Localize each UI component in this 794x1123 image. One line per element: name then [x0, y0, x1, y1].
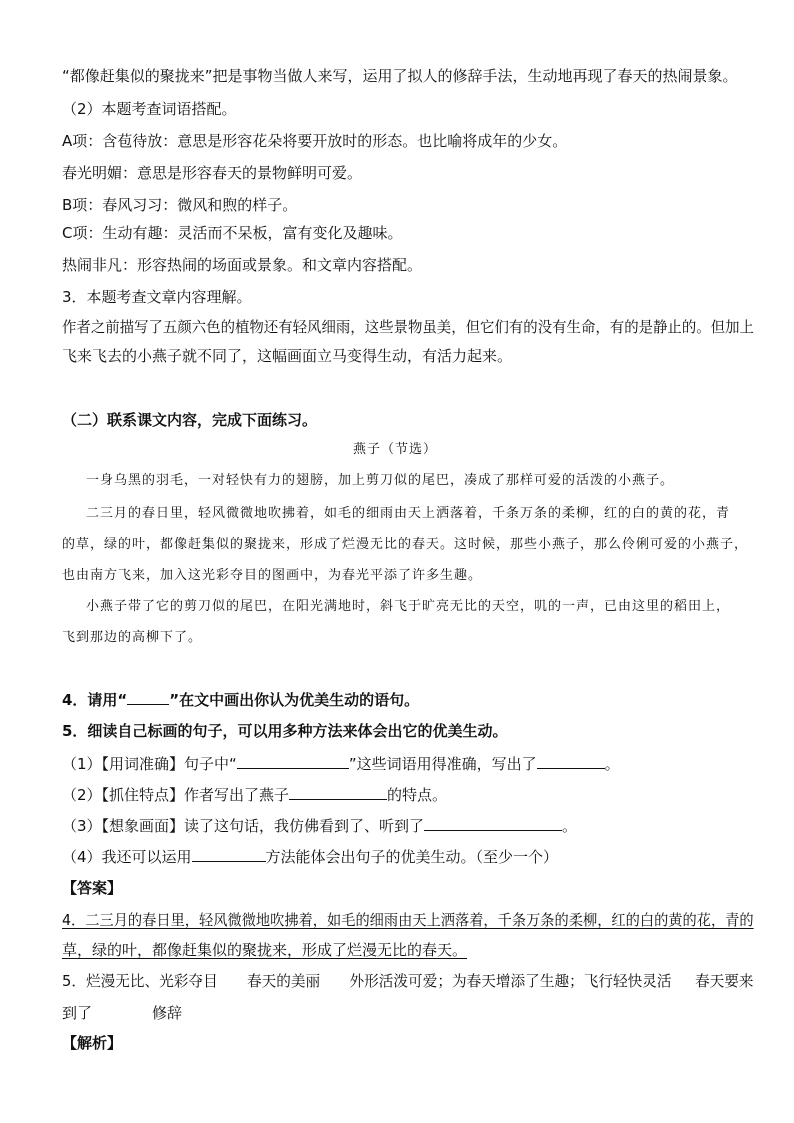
answer-5-line-2: 到了 修辞	[62, 1004, 183, 1022]
analysis-line-8: 3．本题考查文章内容理解。	[62, 288, 252, 306]
passage-p2b: 的草，绿的叶，都像赶集似的聚拢来，形成了烂漫无比的春天。这时候，那些小燕子，那么伶俐可爱的小燕子，	[62, 537, 749, 552]
question-4: 4．请用“ ”在文中画出你认为优美生动的语句。	[62, 691, 420, 709]
passage-p1: 一身乌黑的羽毛，一对轻快有力的翅膀，加上剪刀似的尾巴，凑成了那样可爱的活泼的小燕子。	[86, 473, 675, 488]
analysis-line-5: B项：春风习习：微风和煦的样子。	[62, 196, 298, 214]
analysis-line-1: “都像赶集似的聚拢来”把是事物当做人来写，运用了拟人的修辞手法，生动地再现了春天的热闹景象。	[62, 67, 738, 85]
question-5-3-blank[interactable]	[424, 816, 562, 831]
section-heading: （二）联系课文内容，完成下面练习。	[62, 411, 318, 429]
question-4-blank[interactable]	[127, 690, 169, 705]
answer-4-line-2: 草，绿的叶，都像赶集似的聚拢来，形成了烂漫无比的春天。	[62, 941, 468, 959]
question-5-4: （4）我还可以运用 方法能体会出句子的优美生动。（至少一个）	[62, 848, 559, 866]
analysis-line-9b: 飞来飞去的小燕子就不同了，这幅画面立马变得生动，有活力起来。	[62, 347, 513, 365]
analysis-line-7: 热闹非凡：形容热闹的场面或景象。和文章内容搭配。	[62, 256, 423, 274]
question-5-2: （2）【抓住特点】作者写出了燕子 的特点。	[62, 786, 448, 804]
question-5: 5．细读自己标画的句子，可以用多种方法来体会出它的优美生动。	[62, 722, 508, 740]
analysis-line-3: A项：含苞待放：意思是形容花朵将要开放时的形态。也比喻将成年的少女。	[62, 132, 568, 150]
question-5-2-blank[interactable]	[289, 785, 387, 800]
passage-p3a: 小燕子带了它的剪刀似的尾巴，在阳光满地时，斜飞于旷亮无比的天空，叽的一声，已由这里的稻田上，	[86, 599, 731, 614]
question-5-4-blank[interactable]	[192, 847, 266, 862]
analysis-label: 【解析】	[62, 1034, 123, 1052]
question-5-1-blank-effect[interactable]	[537, 754, 605, 769]
answer-label: 【答案】	[62, 879, 123, 897]
passage-p2c: 也由南方飞来，加入这光彩夺目的图画中，为春光平添了许多生趣。	[62, 568, 483, 583]
analysis-line-6: C项：生动有趣：灵活而不呆板，富有变化及趣味。	[62, 224, 403, 242]
answer-5-line-1: 5．烂漫无比、光彩夺目 春天的美丽 外形活泼可爱；为春天增添了生趣；飞行轻快灵活 春天要来	[62, 972, 754, 990]
question-5-1: （1）【用词准确】句子中“ ”这些词语用得准确，写出了 。	[62, 755, 620, 773]
passage-p2a: 二三月的春日里，轻风微微地吹拂着，如毛的细雨由天上洒落着，千条万条的柔柳，红的白的黄的花，青	[86, 506, 731, 521]
analysis-line-2: （2）本题考查词语搭配。	[62, 100, 237, 118]
passage-title: 燕子（节选）	[353, 442, 438, 457]
analysis-line-9a: 作者之前描写了五颜六色的植物还有轻风细雨，这些景物虽美，但它们有的没有生命，有的是静止的。但加上	[62, 318, 754, 336]
question-5-3: （3）【想象画面】读了这句话，我仿佛看到了、听到了 。	[62, 817, 578, 835]
passage-p3b: 飞到那边的高柳下了。	[62, 630, 203, 645]
answer-4-line-1: 4．二三月的春日里，轻风微微地吹拂着，如毛的细雨由天上洒落着，千条万条的柔柳，红的白的黄的花，青的	[62, 911, 754, 929]
question-5-1-blank-words[interactable]	[237, 754, 349, 769]
analysis-line-4: 春光明媚：意思是形容春天的景物鲜明可爱。	[62, 164, 363, 182]
